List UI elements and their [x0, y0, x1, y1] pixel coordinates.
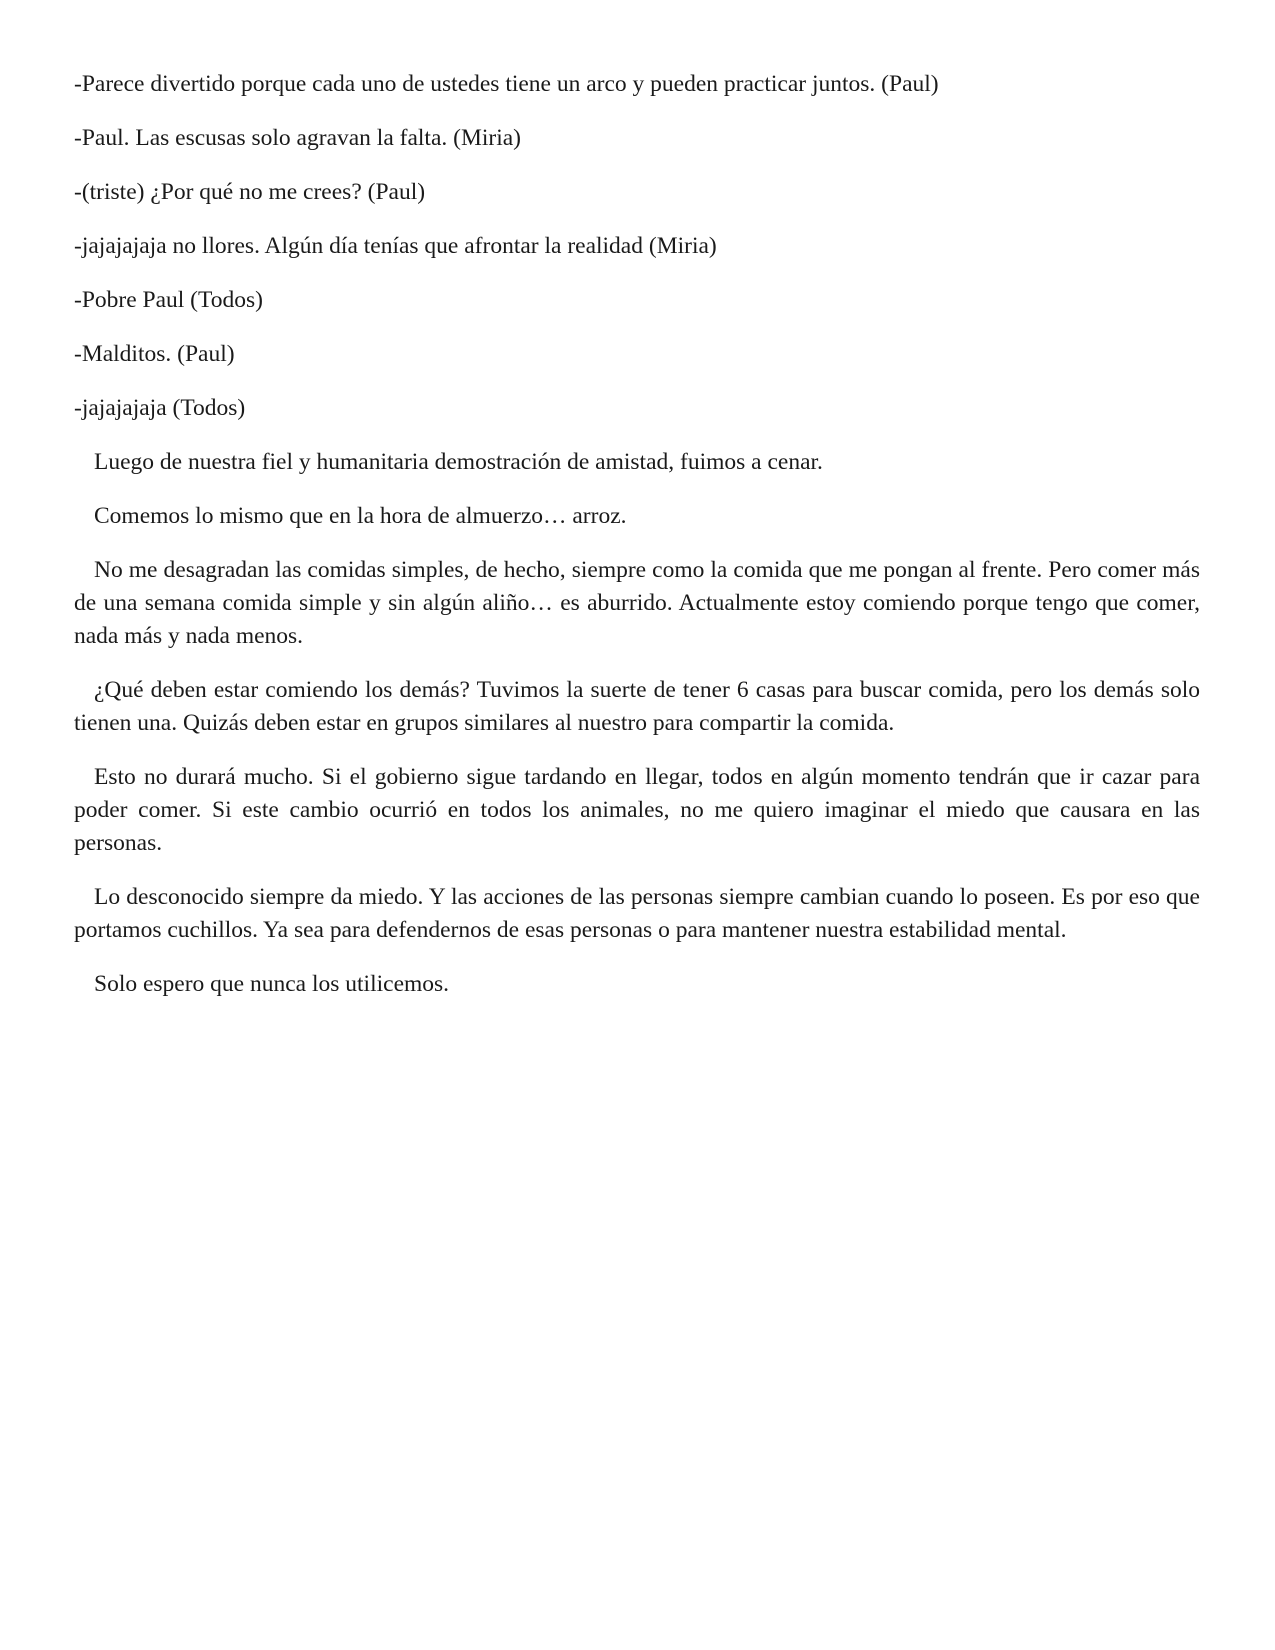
paragraph: ¿Qué deben estar comiendo los demás? Tuvimos la suerte de tener 6 casas para buscar comida, pero los demás solo tienen una. Quizás deben estar en grupos similares al nuestro para compartir la comida.	[74, 677, 1200, 736]
document-page	[74, 68, 1200, 1022]
dialogue-line: -Paul. Las escusas solo agravan la falta. (Miria)	[74, 125, 521, 151]
dialogue-line: -Parece divertido porque cada uno de ustedes tiene un arco y pueden practicar juntos. (Paul)	[74, 71, 939, 97]
dialogue-line: -(triste) ¿Por qué no me crees? (Paul)	[74, 179, 426, 205]
paragraph: Lo desconocido siempre da miedo. Y las acciones de las personas siempre cambian cuando lo poseen. Es por eso que portamos cuchillos. Ya sea para defendernos de esas personas o para mantener nuestra estabilidad mental.	[74, 884, 1200, 943]
paragraph: Esto no durará mucho. Si el gobierno sigue tardando en llegar, todos en algún momento tendrán que ir cazar para poder comer. Si este cambio ocurrió en todos los animales, no me quiero imaginar el miedo que causara en las personas.	[74, 764, 1200, 856]
paragraph: No me desagradan las comidas simples, de hecho, siempre como la comida que me pongan al frente. Pero comer más de una semana comida simple y sin algún aliño… es aburrido. Actualmente estoy comiendo porque tengo que comer, nada más y nada menos.	[74, 557, 1200, 649]
dialogue-line: -Malditos. (Paul)	[74, 341, 235, 367]
dialogue-line: -jajajajaja (Todos)	[74, 395, 246, 421]
dialogue-line: -jajajajaja no llores. Algún día tenías que afrontar la realidad (Miria)	[74, 233, 717, 259]
dialogue-line: -Pobre Paul (Todos)	[74, 287, 263, 313]
paragraph: Solo espero que nunca los utilicemos.	[94, 971, 450, 997]
paragraph: Comemos lo mismo que en la hora de almuerzo… arroz.	[94, 503, 627, 529]
paragraph: Luego de nuestra fiel y humanitaria demostración de amistad, fuimos a cenar.	[94, 449, 823, 475]
